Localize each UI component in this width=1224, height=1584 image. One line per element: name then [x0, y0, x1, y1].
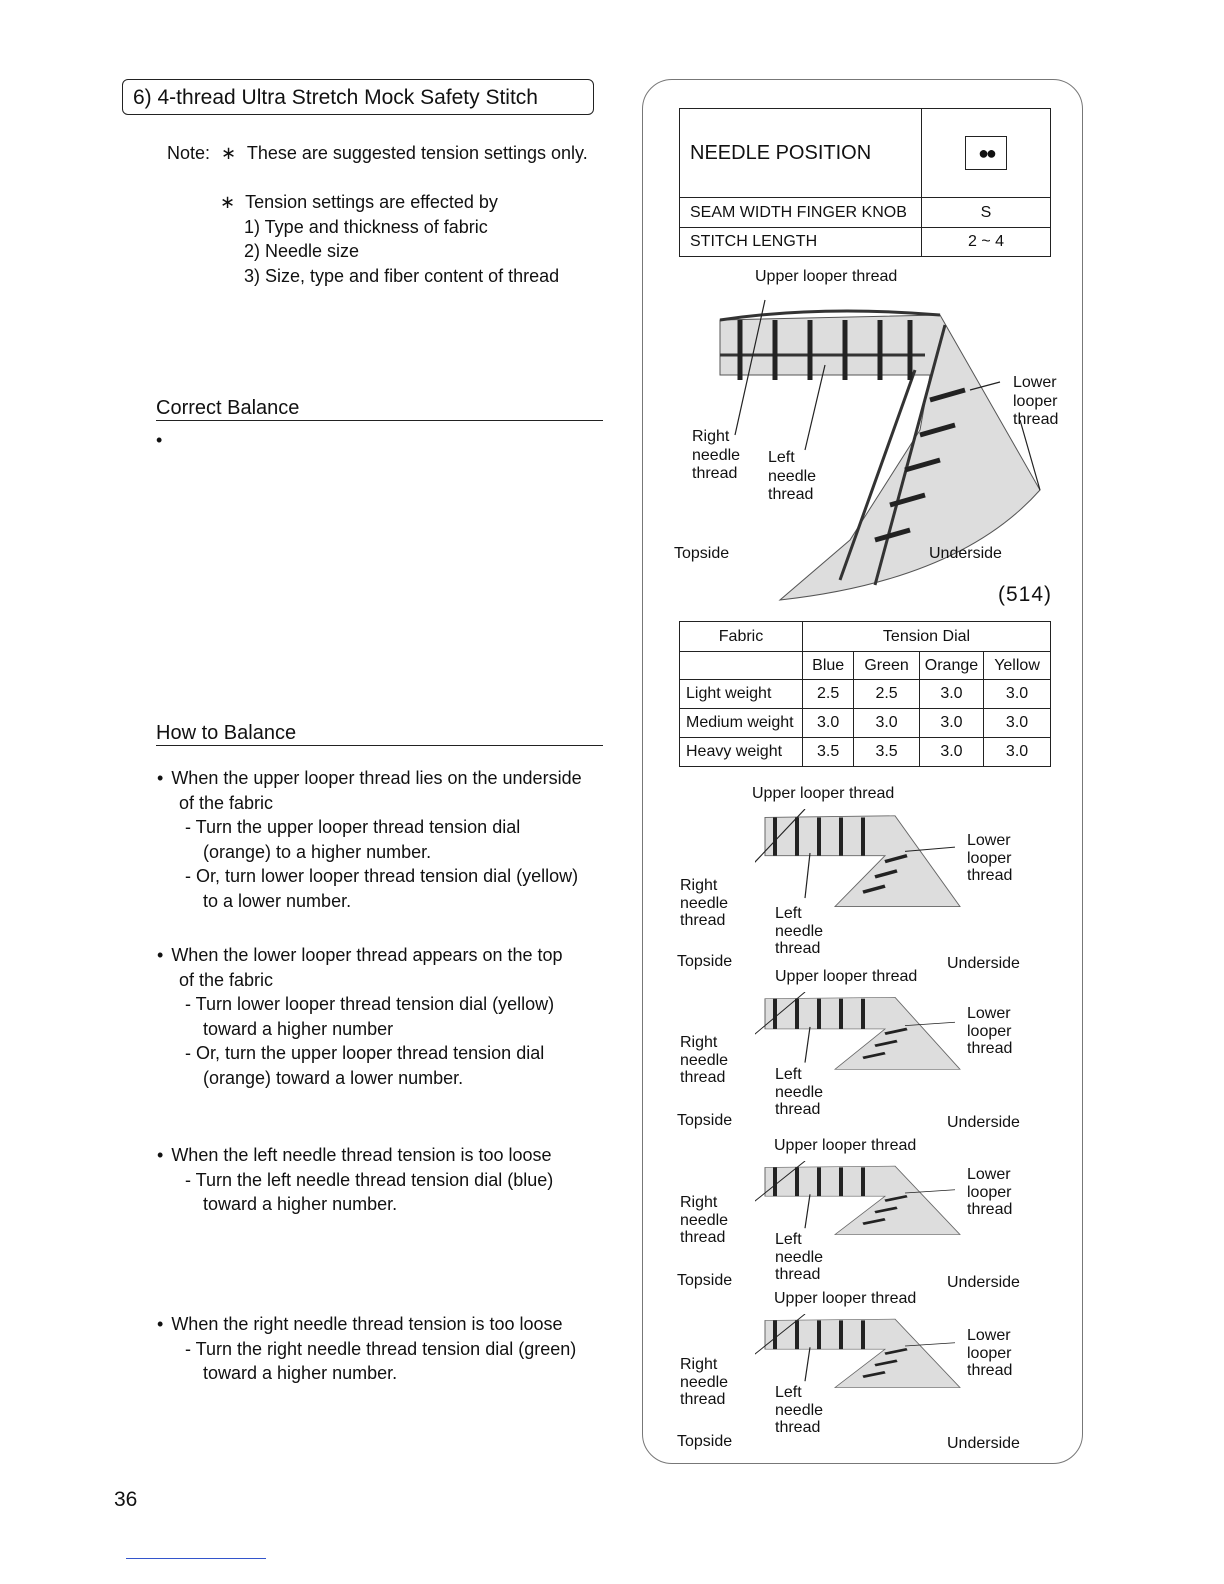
settings-table: [679, 108, 1051, 257]
upper-looper-label: Upper looper thread: [755, 268, 898, 285]
left-needle-label: Left needle thread: [775, 1384, 824, 1436]
case-line: of the fabric: [179, 792, 274, 813]
factor-item: 2) Needle size: [244, 241, 360, 261]
left-needle-label: Left needle thread: [775, 1231, 824, 1283]
upper-looper-label: Upper looper thread: [774, 1137, 917, 1154]
dial-header: Yellow: [984, 652, 1051, 680]
stitch-illustration: [755, 992, 965, 1076]
stitch-illustration: [755, 1161, 965, 1241]
lower-looper-label: Lower looper thread: [1013, 374, 1059, 428]
upper-looper-label: Upper looper thread: [752, 785, 895, 802]
right-needle-label: Right needle thread: [680, 1034, 729, 1086]
case-line: toward a higher number.: [203, 1194, 398, 1214]
case-line: - Or, turn lower looper thread tension dial (yellow): [185, 866, 579, 886]
how-to-balance-heading: How to Balance: [156, 722, 603, 746]
tension-value: 3.0: [919, 680, 983, 709]
stitch-diagram: [670, 1137, 1070, 1291]
divider: [126, 1558, 266, 1559]
note-line: Tension settings are effected by: [245, 192, 498, 212]
tension-dial-header: Tension Dial: [803, 622, 1051, 652]
case-line: - Or, turn the upper looper thread tension dial: [185, 1043, 545, 1063]
underside-label: Underside: [947, 1435, 1020, 1452]
table-row: [680, 680, 1051, 709]
case-line: - Turn the left needle thread tension dial (blue): [185, 1169, 554, 1190]
balance-case: [157, 1143, 607, 1217]
dial-header: Green: [854, 652, 920, 680]
seam-width-label: SEAM WIDTH FINGER KNOB: [680, 198, 922, 228]
section-title: 6) 4-thread Ultra Stretch Mock Safety Stitch: [122, 79, 594, 115]
note-factors: [220, 190, 559, 288]
stitch-code: (514): [998, 583, 1053, 606]
factor-item: 1) Type and thickness of fabric: [244, 216, 488, 237]
upper-looper-label: Upper looper thread: [775, 968, 918, 985]
topside-label: Topside: [677, 1272, 733, 1289]
case-line: • When the right needle thread tension is too loose: [157, 1314, 563, 1334]
fabric-cell: Heavy weight: [680, 738, 803, 767]
case-line: toward a higher number: [203, 1018, 394, 1039]
table-row: [680, 738, 1051, 767]
tension-value: 3.0: [854, 709, 920, 738]
tension-value: 3.0: [803, 709, 854, 738]
left-needle-label: Left needle thread: [775, 1066, 824, 1118]
tension-value: 3.5: [803, 738, 854, 767]
left-needle-label: Left needle thread: [768, 449, 817, 503]
case-line: • When the lower looper thread appears on the top: [157, 945, 563, 965]
underside-label: Underside: [947, 1274, 1020, 1291]
lower-looper-label: Lower looper thread: [967, 1005, 1013, 1057]
factor-item: 3) Size, type and fiber content of thread: [244, 265, 560, 286]
lower-looper-label: Lower looper thread: [967, 832, 1013, 884]
stitch-diagram: [670, 785, 1070, 972]
stitch-length-value: 2 ~ 4: [922, 228, 1051, 257]
case-line: - Turn the upper looper thread tension dial: [185, 817, 521, 837]
tension-value: 3.5: [854, 738, 920, 767]
case-line: - Turn the right needle thread tension dial (green): [185, 1338, 577, 1359]
case-line: toward a higher number.: [203, 1363, 398, 1383]
underside-label: Underside: [929, 545, 1002, 562]
stitch-diagram: [670, 968, 1070, 1131]
needle-position-label: NEEDLE POSITION: [680, 109, 922, 198]
fabric-header: Fabric: [680, 622, 803, 652]
case-line: (orange) toward a lower number.: [203, 1067, 464, 1088]
empty-cell: [680, 652, 803, 680]
right-needle-label: Right needle thread: [680, 877, 729, 929]
stitch-length-label: STITCH LENGTH: [680, 228, 922, 257]
topside-label: Topside: [677, 1433, 733, 1450]
topside-label: Topside: [674, 545, 730, 562]
balance-case: [157, 943, 607, 1090]
topside-label: Topside: [677, 1112, 733, 1129]
needle-position-value: [922, 109, 1051, 198]
balance-case: [157, 1312, 607, 1386]
correct-balance-heading: Correct Balance: [156, 397, 603, 421]
note: [167, 141, 588, 166]
tension-value: 3.0: [919, 738, 983, 767]
case-line: (orange) to a higher number.: [203, 841, 432, 862]
upper-looper-label: Upper looper thread: [774, 1290, 917, 1307]
tension-value: 3.0: [984, 738, 1051, 767]
balance-case: [157, 766, 607, 913]
tension-value: 3.0: [984, 709, 1051, 738]
right-needle-label: Right needle thread: [692, 428, 741, 482]
stitch-illustration: [755, 809, 965, 915]
note-line: These are suggested tension settings only.: [246, 143, 588, 163]
case-line: of the fabric: [179, 969, 274, 990]
lower-looper-label: Lower looper thread: [967, 1327, 1013, 1379]
case-line: • When the upper looper thread lies on the underside: [157, 768, 582, 788]
stitch-illustration: [755, 1314, 965, 1394]
page-number: 36: [114, 1488, 138, 1511]
case-line: • When the left needle thread tension is too loose: [157, 1145, 552, 1165]
underside-label: Underside: [947, 955, 1020, 972]
fabric-cell: Medium weight: [680, 709, 803, 738]
two-needles-icon: ●●: [965, 136, 1007, 170]
asterisk: ∗: [221, 143, 237, 163]
underside-label: Underside: [947, 1114, 1020, 1131]
topside-label: Topside: [677, 953, 733, 970]
tension-value: 3.0: [984, 680, 1051, 709]
tension-value: 2.5: [803, 680, 854, 709]
right-needle-label: Right needle thread: [680, 1356, 729, 1408]
asterisk: ∗: [220, 192, 236, 212]
lower-looper-label: Lower looper thread: [967, 1166, 1013, 1218]
dial-header: Blue: [803, 652, 854, 680]
table-row: [680, 709, 1051, 738]
seam-width-value: S: [922, 198, 1051, 228]
tension-value: 2.5: [854, 680, 920, 709]
tension-table: [679, 621, 1051, 767]
fabric-cell: Light weight: [680, 680, 803, 709]
dial-header: Orange: [919, 652, 983, 680]
note-label: Note:: [167, 143, 211, 163]
stitch-diagram: [670, 1290, 1070, 1452]
tension-value: 3.0: [919, 709, 983, 738]
bullet: •: [156, 430, 163, 450]
right-needle-label: Right needle thread: [680, 1194, 729, 1246]
left-needle-label: Left needle thread: [775, 905, 824, 957]
case-line: - Turn lower looper thread tension dial (yellow): [185, 994, 555, 1014]
case-line: to a lower number.: [203, 890, 352, 911]
